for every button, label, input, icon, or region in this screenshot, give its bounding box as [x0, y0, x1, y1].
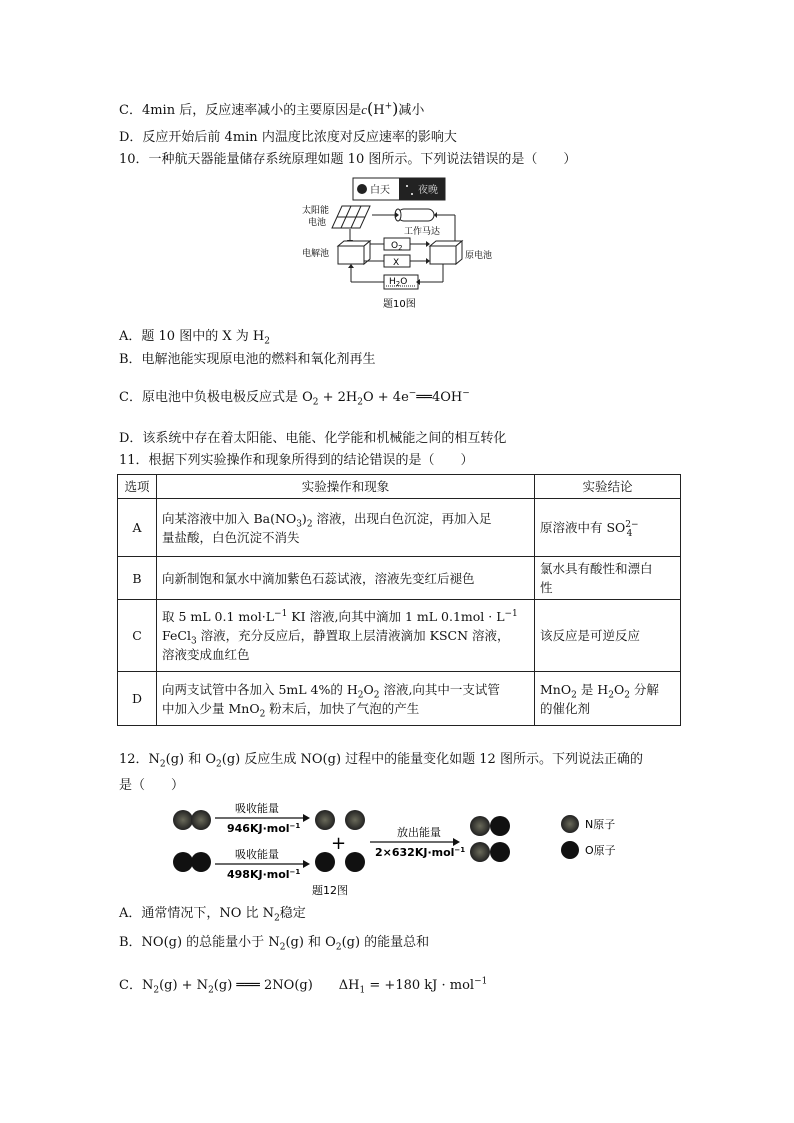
- electrolyzer-box: [338, 246, 364, 264]
- plus-sign: +: [331, 833, 347, 854]
- n-atom: [173, 810, 193, 830]
- o-atom: [490, 842, 510, 862]
- electrolyzer-label: 电解池: [302, 249, 330, 259]
- fig10-caption: 题10图: [383, 299, 416, 310]
- q12-option-b: B．NO(g) 的总能量小于 $N_2(g)$ 和 $O_2(g)$ 的能量总和: [119, 935, 430, 953]
- q10-option-a: A．题 10 图中的 X 为 $H_2$: [119, 329, 270, 347]
- q10-figure: [300, 176, 500, 314]
- row-operation: 向两支试管中各加入 5mL 4%的 $H_2O_2$ 溶液,向其中一支试管 中加入少量 MnO$_2$ 粉末后，加快了气泡的产生: [157, 672, 535, 726]
- legend-o-icon: [561, 841, 579, 859]
- q9-option-d: D．反应开始后前 4min 内温度比浓度对反应速率的影响大: [119, 130, 457, 145]
- row-result: 氯水具有酸性和漂白 性: [535, 557, 681, 600]
- legend-n-label: N原子: [585, 818, 616, 831]
- q11-stem: 11．根据下列实验操作和现象所得到的结论错误的是（ ）: [119, 453, 474, 468]
- table-row: [118, 557, 681, 600]
- o-atom: [315, 852, 335, 872]
- row-label: A: [118, 499, 157, 557]
- n-atom: [470, 842, 490, 862]
- table-row: [118, 499, 681, 557]
- q10-option-d: D．该系统中存在着太阳能、电能、化学能和机械能之间的相互转化: [119, 431, 507, 446]
- row-result: 该反应是可逆反应: [535, 600, 681, 672]
- q10-stem: 10．一种航天器能量储存系统原理如题 10 图所示。下列说法错误的是（ ）: [119, 152, 577, 167]
- q12-stem-line1: 12．$N_2(g)$ 和 $O_2(g)$ 反应生成 NO(g) 过程中的能量变化如题 12 图所示。下列说法正确的: [119, 752, 643, 770]
- header-result: 实验结论: [535, 475, 681, 499]
- svg-text:498KJ·mol−1: 498KJ·mol$^{-1}$: [227, 868, 301, 881]
- table-header-row: [118, 475, 681, 499]
- svg-text:H2O: $H_2O$: [389, 277, 408, 288]
- row-operation: 向新制饱和氯水中滴加紫色石蕊试液，溶液先变红后褪色: [157, 557, 535, 600]
- q12-option-c: C．$N_2(g) + N_2(g)$ ═══ 2NO(g) $\Delta H_1 = +180$ kJ · mol$^{-1}$: [119, 976, 488, 996]
- n-atom: [191, 810, 211, 830]
- fig12-caption: 题12图: [312, 884, 348, 897]
- header-operation: 实验操作和现象: [157, 475, 535, 499]
- night-label: 夜晚: [418, 185, 438, 196]
- n-atom: [315, 810, 335, 830]
- day-label: 白天: [370, 185, 390, 196]
- n-atom: [470, 816, 490, 836]
- q11-table: [117, 474, 681, 726]
- o-atom: [490, 816, 510, 836]
- table-row: [118, 600, 681, 672]
- legend-o-label: O原子: [585, 844, 616, 857]
- q10-option-b: B．电解池能实现原电池的燃料和氧化剂再生: [119, 352, 376, 367]
- o-atom: [173, 852, 193, 872]
- header-option: 选项: [118, 475, 157, 499]
- q10-option-c: C．原电池中负极电极反应式是 $O_2 + 2H_2O$ + 4e−══4OH−: [119, 388, 470, 408]
- cell-box: [430, 246, 456, 264]
- x-label: X: [393, 258, 400, 268]
- q12-stem-line2: 是（ ）: [119, 778, 185, 793]
- o-atom: [191, 852, 211, 872]
- motor-icon: [395, 209, 434, 221]
- motor-label: 工作马达: [404, 227, 441, 237]
- row-label: B: [118, 557, 157, 600]
- row-operation: 取 5 mL 0.1 $mol\cdot L^{-1}$ KI 溶液,向其中滴加 1 mL $0.1mol \cdot L^{-1}$ FeCl$_3$ 溶液，充分反应后，静置取上层清液滴加 KSCN 溶液， 溶液变成血红色: [157, 600, 535, 672]
- svg-text:946KJ·mol−1: 946KJ·mol$^{-1}$: [227, 822, 301, 835]
- row-result: MnO$_2$ 是 $H_2O_2$ 分解 的催化剂: [535, 672, 681, 726]
- o-atom: [345, 852, 365, 872]
- row-label: C: [118, 600, 157, 672]
- svg-text:2×632KJ·mol−1: 2×632KJ·mol$^{-1}$: [375, 846, 466, 859]
- sun-icon: [357, 184, 367, 194]
- solar-label-2: 电池: [308, 218, 327, 228]
- cell-label: 原电池: [465, 251, 493, 261]
- solar-panel-icon: [332, 206, 370, 228]
- release-label: 放出能量: [397, 826, 441, 839]
- legend-n-icon: [561, 815, 579, 833]
- row-label: D: [118, 672, 157, 726]
- solar-label-1: 太阳能: [302, 206, 330, 216]
- absorb-label-2: 吸收能量: [235, 848, 279, 861]
- q12-figure: [165, 800, 645, 900]
- row-result: 原溶液中有 $SO^{2-}_4$: [535, 499, 681, 557]
- q12-option-a: A．通常情况下，NO 比 $N_2$稳定: [119, 906, 306, 924]
- table-row: [118, 672, 681, 726]
- absorb-label-1: 吸收能量: [235, 802, 279, 815]
- q9-option-c: C．4min 后，反应速率减小的主要原因是c(H+)减小: [119, 99, 425, 118]
- n-atom: [345, 810, 365, 830]
- row-operation: 向某溶液中加入 $Ba(NO_3)_2$ 溶液，出现白色沉淀，再加入足 量盐酸，白色沉淀不消失: [157, 499, 535, 557]
- svg-text:O2: $O_2$: [391, 241, 403, 252]
